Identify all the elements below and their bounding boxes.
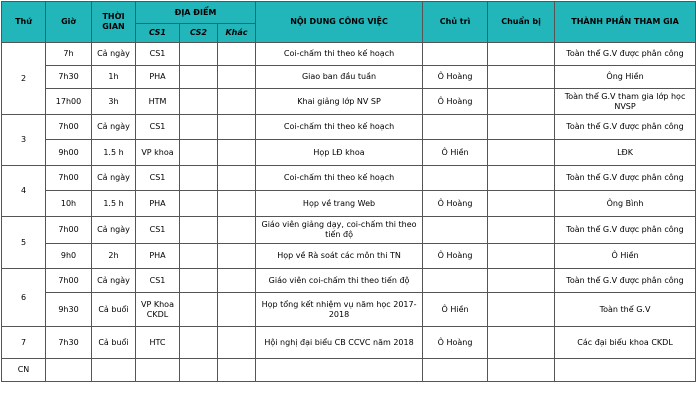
cell-noi-dung: Coi-chấm thi theo kế hoạch xyxy=(256,115,423,140)
cell-gio: 9h30 xyxy=(46,293,92,327)
cell-thanh-phan: Toàn thể G.V tham gia lớp học NVSP xyxy=(555,89,696,115)
cell-cs2 xyxy=(180,244,218,269)
col-cs1: CS1 xyxy=(136,24,180,43)
cell-noi-dung: Giáo viên coi-chấm thi theo tiến độ xyxy=(256,269,423,293)
cell-cs2 xyxy=(180,66,218,89)
table-body xyxy=(2,43,696,382)
cell-cs2 xyxy=(180,191,218,217)
cell-khac xyxy=(218,327,256,359)
cell-noi-dung: Coi-chấm thi theo kế hoạch xyxy=(256,43,423,66)
cell-gio: 10h xyxy=(46,191,92,217)
cell-thoi-gian: 1.5 h xyxy=(92,140,136,166)
cell-chuan-bi xyxy=(488,244,555,269)
col-noi-dung: NỘI DUNG CÔNG VIỆC xyxy=(256,2,423,43)
cell-thoi-gian: Cả ngày xyxy=(92,43,136,66)
cell-noi-dung xyxy=(256,359,423,382)
cell-chu-tri: Ô Hiền xyxy=(423,140,488,166)
cell-noi-dung: Họp về Rà soát các môn thi TN xyxy=(256,244,423,269)
cell-gio: 7h00 xyxy=(46,115,92,140)
cell-cs2 xyxy=(180,89,218,115)
cell-thanh-phan: Toàn thể G.V được phân công xyxy=(555,166,696,191)
col-thoi-gian: THỜI GIAN xyxy=(92,2,136,43)
day-cell: CN xyxy=(2,359,46,382)
col-thu: Thứ xyxy=(2,2,46,43)
cell-chuan-bi xyxy=(488,217,555,244)
cell-chuan-bi xyxy=(488,191,555,217)
cell-khac xyxy=(218,89,256,115)
cell-thoi-gian: Cả ngày xyxy=(92,217,136,244)
cell-cs1 xyxy=(136,359,180,382)
table-row xyxy=(2,115,696,140)
cell-noi-dung: Họp về trang Web xyxy=(256,191,423,217)
cell-gio: 7h xyxy=(46,43,92,66)
cell-noi-dung: Giao ban đầu tuần xyxy=(256,66,423,89)
cell-gio xyxy=(46,359,92,382)
cell-thanh-phan: Ông Bình xyxy=(555,191,696,217)
cell-chu-tri xyxy=(423,217,488,244)
cell-noi-dung: Coi-chấm thi theo kế hoạch xyxy=(256,166,423,191)
day-cell: 2 xyxy=(2,43,46,115)
table-row xyxy=(2,327,696,359)
schedule-table xyxy=(1,1,696,382)
cell-khac xyxy=(218,43,256,66)
cell-gio: 7h30 xyxy=(46,66,92,89)
cell-khac xyxy=(218,269,256,293)
cell-thoi-gian: Cả ngày xyxy=(92,115,136,140)
cell-cs1: HTM xyxy=(136,89,180,115)
cell-cs1: PHA xyxy=(136,191,180,217)
table-row xyxy=(2,359,696,382)
cell-khac xyxy=(218,359,256,382)
cell-chu-tri: Ô Hiền xyxy=(423,293,488,327)
cell-noi-dung: Hội nghị đại biểu CB CCVC năm 2018 xyxy=(256,327,423,359)
cell-chuan-bi xyxy=(488,140,555,166)
cell-gio: 7h00 xyxy=(46,217,92,244)
cell-chuan-bi xyxy=(488,327,555,359)
cell-thoi-gian xyxy=(92,359,136,382)
cell-cs2 xyxy=(180,269,218,293)
cell-cs1: VP Khoa CKDL xyxy=(136,293,180,327)
cell-cs1: PHA xyxy=(136,66,180,89)
cell-thanh-phan: Ông Hiền xyxy=(555,66,696,89)
day-cell: 4 xyxy=(2,166,46,217)
cell-gio: 7h00 xyxy=(46,269,92,293)
cell-gio: 7h00 xyxy=(46,166,92,191)
cell-chuan-bi xyxy=(488,293,555,327)
cell-chu-tri xyxy=(423,115,488,140)
table-row xyxy=(2,43,696,66)
cell-khac xyxy=(218,66,256,89)
cell-gio: 9h00 xyxy=(46,140,92,166)
cell-thanh-phan: Toàn thể G.V được phân công xyxy=(555,43,696,66)
cell-thanh-phan: Toàn thể G.V được phân công xyxy=(555,269,696,293)
cell-chuan-bi xyxy=(488,43,555,66)
cell-cs1: PHA xyxy=(136,244,180,269)
cell-chu-tri: Ô Hoàng xyxy=(423,244,488,269)
cell-thanh-phan xyxy=(555,359,696,382)
cell-noi-dung: Họp tổng kết nhiệm vụ năm học 2017-2018 xyxy=(256,293,423,327)
cell-cs2 xyxy=(180,115,218,140)
cell-chuan-bi xyxy=(488,359,555,382)
cell-cs2 xyxy=(180,43,218,66)
cell-khac xyxy=(218,115,256,140)
cell-cs1: CS1 xyxy=(136,43,180,66)
cell-chu-tri xyxy=(423,269,488,293)
table-row xyxy=(2,140,696,166)
cell-chu-tri xyxy=(423,166,488,191)
cell-thoi-gian: 3h xyxy=(92,89,136,115)
cell-cs2 xyxy=(180,217,218,244)
col-chuan-bi: Chuẩn bị xyxy=(488,2,555,43)
col-cs2: CS2 xyxy=(180,24,218,43)
cell-thoi-gian: Cả buổi xyxy=(92,293,136,327)
col-chu-tri: Chủ trì xyxy=(423,2,488,43)
cell-thanh-phan: Toàn thể G.V được phân công xyxy=(555,115,696,140)
cell-khac xyxy=(218,140,256,166)
cell-gio: 7h30 xyxy=(46,327,92,359)
cell-chu-tri: Ô Hoàng xyxy=(423,66,488,89)
cell-cs2 xyxy=(180,293,218,327)
cell-gio: 9h0 xyxy=(46,244,92,269)
cell-chuan-bi xyxy=(488,115,555,140)
cell-thanh-phan: Toàn thể G.V được phân công xyxy=(555,217,696,244)
cell-khac xyxy=(218,166,256,191)
day-cell: 5 xyxy=(2,217,46,269)
table-row xyxy=(2,244,696,269)
cell-cs1: CS1 xyxy=(136,269,180,293)
col-gio: Giờ xyxy=(46,2,92,43)
cell-cs1: CS1 xyxy=(136,217,180,244)
table-row xyxy=(2,191,696,217)
cell-khac xyxy=(218,293,256,327)
cell-thoi-gian: Cả buổi xyxy=(92,327,136,359)
cell-chu-tri xyxy=(423,43,488,66)
day-cell: 7 xyxy=(2,327,46,359)
cell-cs2 xyxy=(180,140,218,166)
cell-thanh-phan: Ô Hiền xyxy=(555,244,696,269)
cell-noi-dung: Họp LĐ khoa xyxy=(256,140,423,166)
cell-gio: 17h00 xyxy=(46,89,92,115)
table-row xyxy=(2,217,696,244)
table-row xyxy=(2,89,696,115)
cell-cs2 xyxy=(180,166,218,191)
cell-khac xyxy=(218,191,256,217)
table-row xyxy=(2,166,696,191)
cell-noi-dung: Giáo viên giảng dạy, coi-chấm thi theo tiến độ xyxy=(256,217,423,244)
cell-chu-tri: Ô Hoàng xyxy=(423,327,488,359)
cell-thoi-gian: 2h xyxy=(92,244,136,269)
table-row xyxy=(2,66,696,89)
col-khac: Khác xyxy=(218,24,256,43)
cell-cs2 xyxy=(180,359,218,382)
cell-cs1: VP khoa xyxy=(136,140,180,166)
cell-chu-tri: Ô Hoàng xyxy=(423,89,488,115)
cell-chu-tri: Ô Hoàng xyxy=(423,191,488,217)
cell-thoi-gian: Cả ngày xyxy=(92,166,136,191)
cell-thoi-gian: Cả ngày xyxy=(92,269,136,293)
cell-chu-tri xyxy=(423,359,488,382)
cell-khac xyxy=(218,244,256,269)
day-cell: 3 xyxy=(2,115,46,166)
cell-chuan-bi xyxy=(488,269,555,293)
col-dia-diem: ĐỊA ĐIỂM xyxy=(136,2,256,24)
cell-khac xyxy=(218,217,256,244)
day-cell: 6 xyxy=(2,269,46,327)
cell-thanh-phan: Các đại biểu khoa CKDL xyxy=(555,327,696,359)
cell-chuan-bi xyxy=(488,89,555,115)
cell-cs1: HTC xyxy=(136,327,180,359)
col-thanh-phan: THÀNH PHẦN THAM GIA xyxy=(555,2,696,43)
cell-thanh-phan: Toàn thể G.V xyxy=(555,293,696,327)
table-row xyxy=(2,269,696,293)
table-row xyxy=(2,293,696,327)
cell-thoi-gian: 1h xyxy=(92,66,136,89)
cell-noi-dung: Khai giảng lớp NV SP xyxy=(256,89,423,115)
cell-chuan-bi xyxy=(488,166,555,191)
cell-cs1: CS1 xyxy=(136,115,180,140)
cell-thanh-phan: LĐK xyxy=(555,140,696,166)
cell-cs1: CS1 xyxy=(136,166,180,191)
cell-chuan-bi xyxy=(488,66,555,89)
cell-thoi-gian: 1.5 h xyxy=(92,191,136,217)
table-header xyxy=(2,2,696,43)
cell-cs2 xyxy=(180,327,218,359)
